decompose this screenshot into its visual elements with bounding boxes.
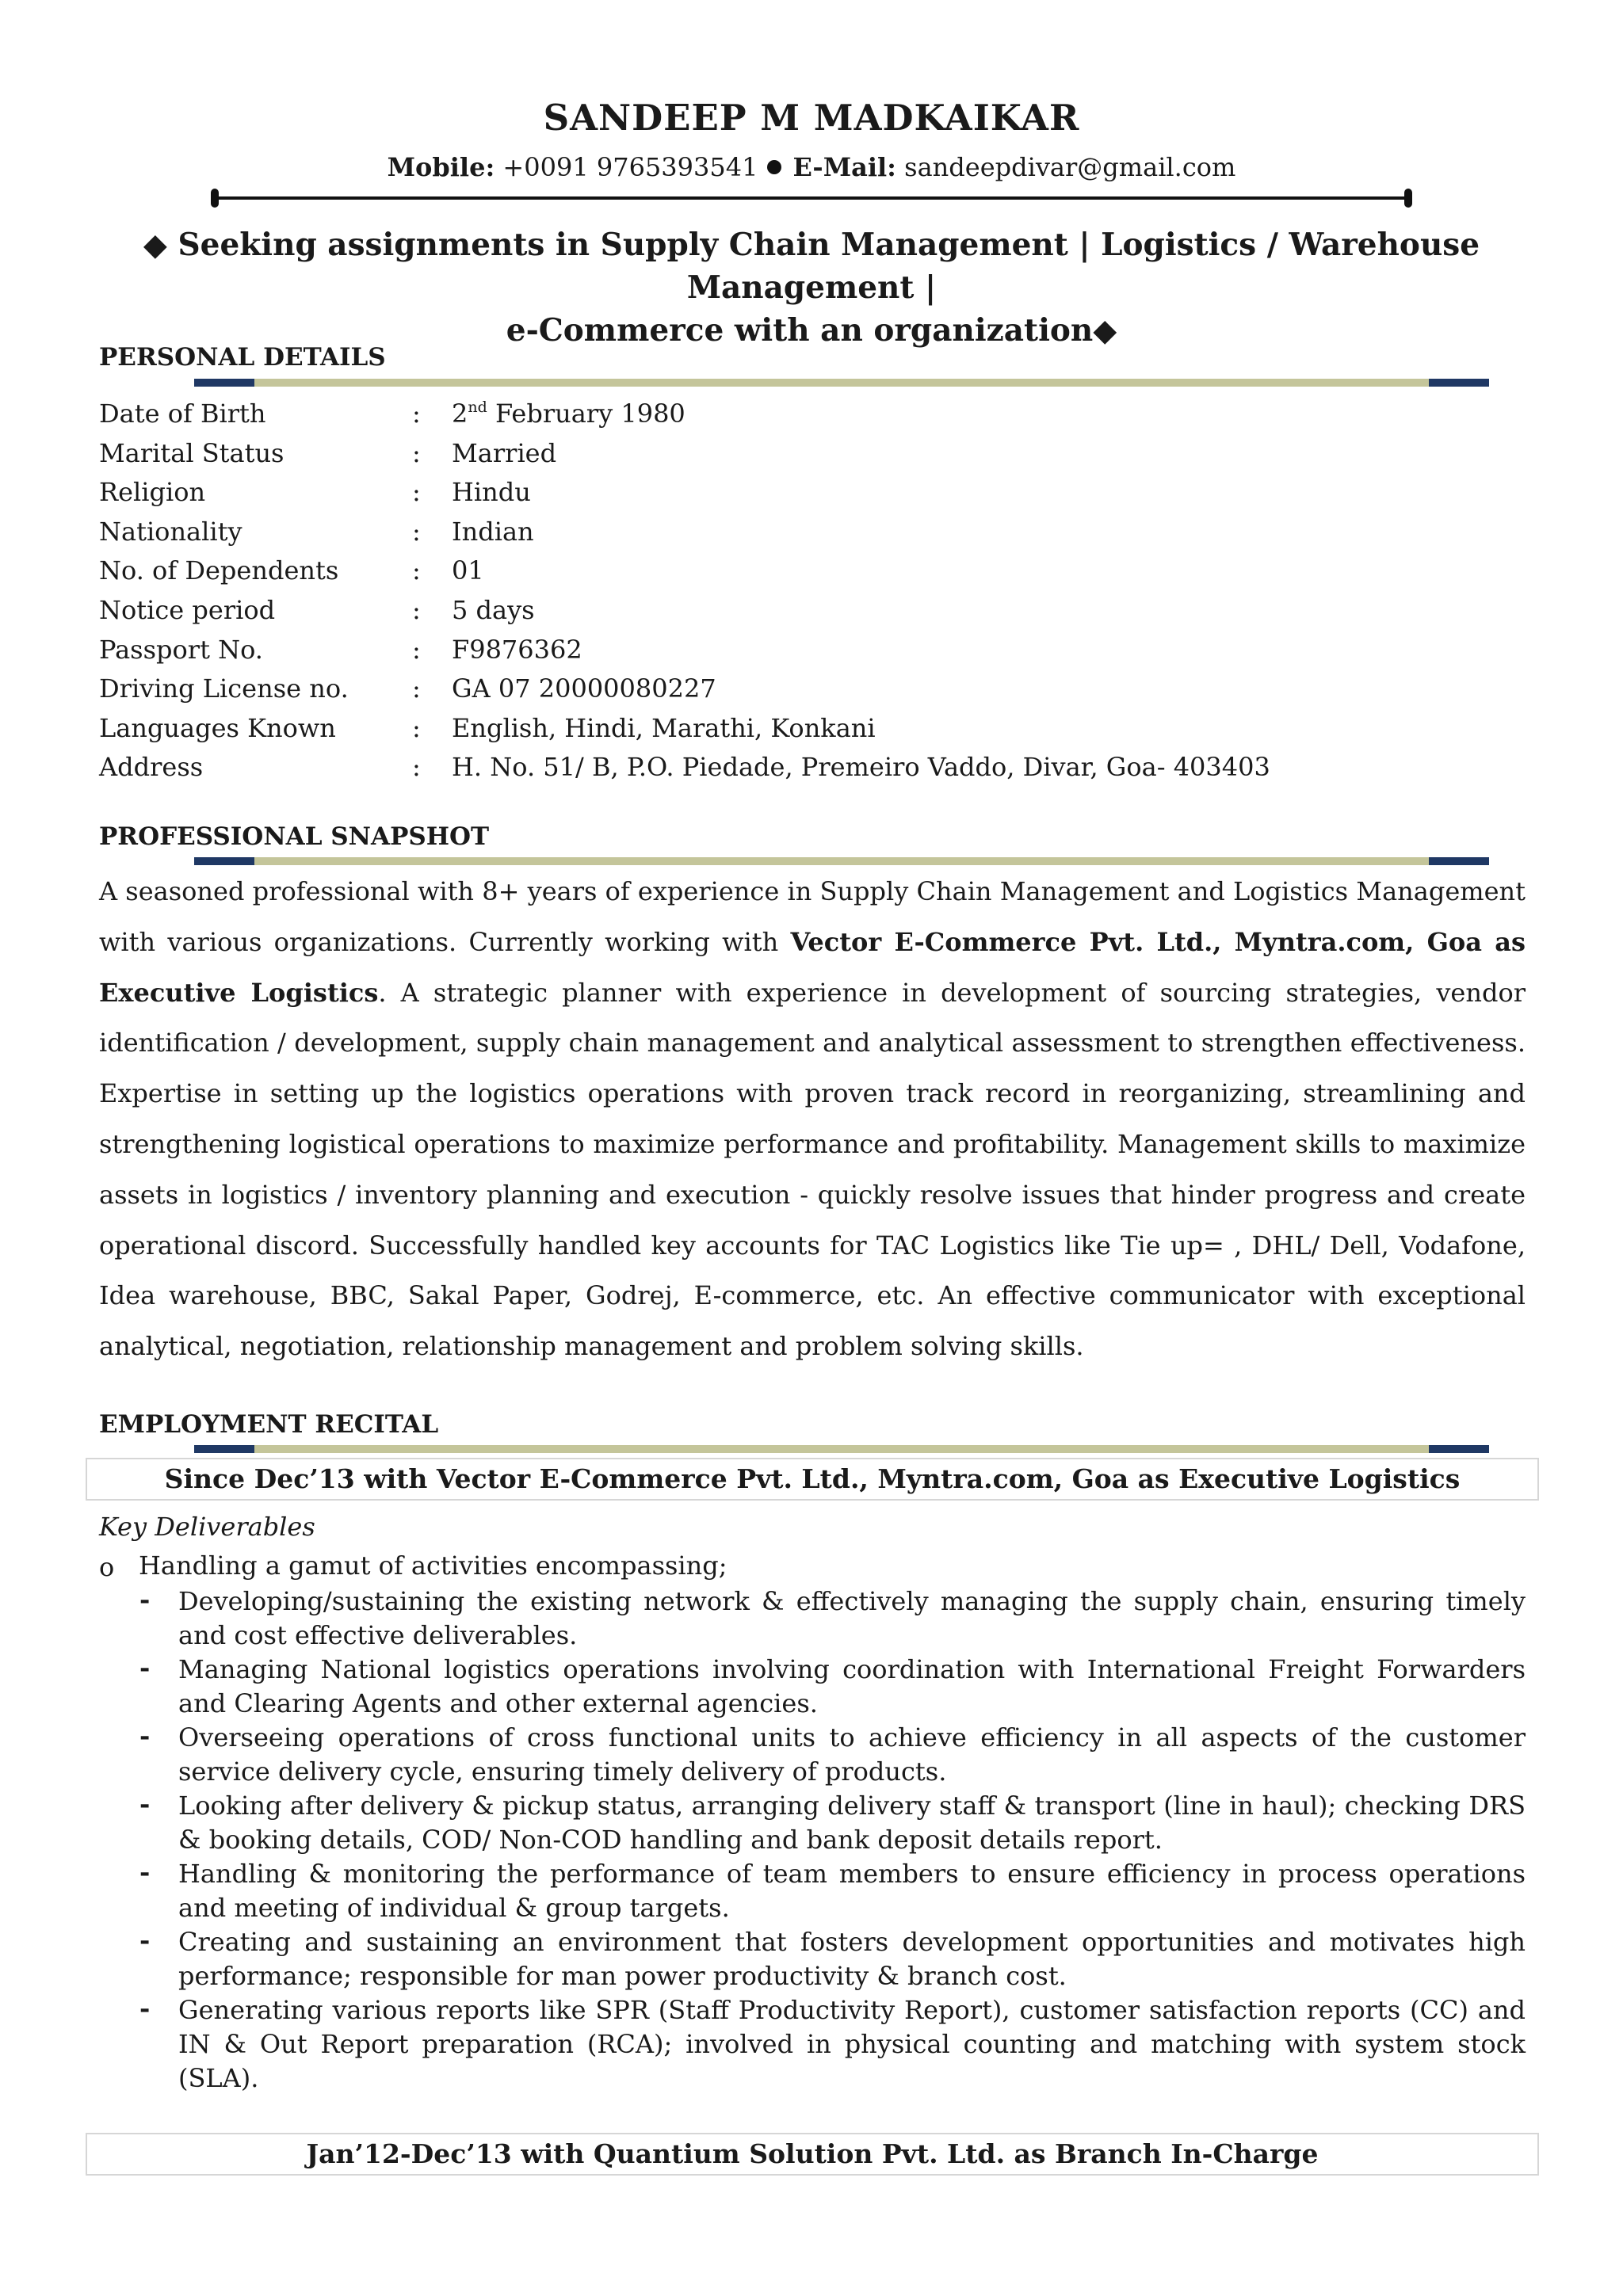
- detail-row: [99, 709, 1526, 749]
- detail-label: Address: [99, 752, 204, 783]
- personal-details-table: [99, 395, 1526, 788]
- list-item: - Looking after delivery & pickup status, arranging delivery staff & transport (line in haul); checking DRS & booking details, COD/ Non-COD handling and bank deposit details report.: [139, 1789, 1526, 1855]
- detail-label: Notice period: [99, 594, 276, 625]
- detail-label: No. of Dependents: [99, 555, 339, 586]
- detail-row: [99, 748, 1526, 788]
- detail-row: [99, 434, 1526, 474]
- email-label: E-Mail:: [792, 152, 896, 182]
- detail-label: Marital Status: [99, 437, 285, 468]
- detail-value: English, Hindi, Marathi, Konkani: [452, 712, 876, 743]
- detail-label: Languages Known: [99, 712, 336, 743]
- list-item: - Developing/sustaining the existing network & effectively managing the supply chain, ensuring timely and cost effective deliverables.: [139, 1585, 1526, 1650]
- deliverables-intro-text: Handling a gamut of activities encompassing;: [139, 1550, 727, 1581]
- detail-row: [99, 395, 1526, 434]
- detail-separator: :: [412, 594, 421, 625]
- key-deliverables-label: Key Deliverables: [99, 1512, 315, 1542]
- dash-bullet-icon: -: [139, 1653, 151, 1683]
- dash-bullet-icon: -: [139, 1857, 151, 1887]
- dash-bullet-icon: -: [139, 1789, 151, 1819]
- detail-separator: :: [412, 399, 421, 429]
- detail-row: [99, 669, 1526, 709]
- header-divider: [214, 196, 1409, 200]
- detail-label: Nationality: [99, 516, 242, 547]
- deliverables-list: [135, 1585, 1526, 2096]
- detail-value: Married: [452, 437, 557, 468]
- dash-bullet-icon: -: [139, 1993, 151, 2023]
- detail-separator: :: [412, 437, 421, 468]
- section-rule-personal: [194, 379, 1489, 387]
- detail-value: Indian: [452, 516, 534, 547]
- job-heading-previous: Jan’12-Dec’13 with Quantium Solution Pvt. Ltd. as Branch In-Charge: [86, 2133, 1539, 2176]
- section-title-personal: PERSONAL DETAILS: [99, 343, 386, 372]
- detail-row: [99, 513, 1526, 552]
- detail-label: Date of Birth: [99, 399, 266, 429]
- mobile-number: +0091 9765393541: [502, 152, 758, 182]
- detail-separator: :: [412, 516, 421, 547]
- detail-separator: :: [412, 712, 421, 743]
- detail-row: [99, 473, 1526, 513]
- career-objective: [87, 223, 1536, 352]
- detail-value: 5 days: [452, 594, 535, 625]
- detail-value: H. No. 51/ B, P.O. Piedade, Premeiro Vaddo, Divar, Goa- 403403: [452, 752, 1270, 783]
- candidate-name: SANDEEP M MADKAIKAR: [543, 97, 1080, 139]
- dash-bullet-icon: -: [139, 1925, 151, 1955]
- objective-line-2: e-Commerce with an organization◆: [506, 312, 1117, 349]
- email-address: sandeepdivar@gmail.com: [904, 152, 1236, 182]
- detail-separator: :: [412, 752, 421, 783]
- detail-row: [99, 631, 1526, 670]
- list-item: - Creating and sustaining an environment that fosters development opportunities and motivates high performance; responsible for man power productivity & branch cost.: [139, 1925, 1526, 1991]
- detail-label: Religion: [99, 477, 206, 508]
- section-rule-employment: [194, 1445, 1489, 1453]
- detail-value: F9876362: [452, 634, 582, 665]
- detail-row: [99, 551, 1526, 591]
- section-title-employment: EMPLOYMENT RECITAL: [99, 1410, 439, 1439]
- section-title-snapshot: PROFESSIONAL SNAPSHOT: [99, 822, 490, 851]
- list-item: - Handling & monitoring the performance of team members to ensure efficiency in process operations and meeting of individual & group targets.: [139, 1857, 1526, 1923]
- detail-separator: :: [412, 555, 421, 586]
- divider-cap-right-icon: [1404, 189, 1412, 208]
- contact-line: [0, 152, 1623, 182]
- list-item: - Generating various reports like SPR (Staff Productivity Report), customer satisfaction reports (CC) and IN & Out Report preparation (RCA); involved in physical counting and matching with system stock (SLA).: [139, 1993, 1526, 2093]
- list-item: - Managing National logistics operations involving coordination with International Freight Forwarders and Clearing Agents and other external agencies.: [139, 1653, 1526, 1718]
- list-item: - Overseeing operations of cross functional units to achieve efficiency in all aspects of the customer service delivery cycle, ensuring timely delivery of products.: [139, 1721, 1526, 1787]
- detail-value: GA 07 20000080227: [452, 673, 716, 704]
- current-employer-highlight: Vector E-Commerce Pvt. Ltd., Myntra.com, Goa as Executive Logistics: [99, 926, 1526, 1008]
- detail-value: 01: [452, 555, 484, 586]
- divider-cap-left-icon: [211, 189, 219, 208]
- mobile-label: Mobile:: [387, 152, 495, 182]
- dash-bullet-icon: -: [139, 1585, 151, 1615]
- detail-row: [99, 591, 1526, 631]
- detail-label: Driving License no.: [99, 673, 349, 704]
- dash-bullet-icon: -: [139, 1721, 151, 1751]
- detail-separator: :: [412, 477, 421, 508]
- detail-separator: :: [412, 673, 421, 704]
- job-heading-current: Since Dec’13 with Vector E-Commerce Pvt. Ltd., Myntra.com, Goa as Executive Logistics: [86, 1458, 1539, 1501]
- detail-label: Passport No.: [99, 634, 263, 665]
- objective-line-1: ◆ Seeking assignments in Supply Chain Management | Logistics / Warehouse Management |: [143, 227, 1480, 306]
- bullet-dot-icon: [767, 160, 781, 174]
- detail-value: Hindu: [452, 477, 531, 508]
- professional-snapshot-paragraph: A seasoned professional with 8+ years of experience in Supply Chain Management and Logistics Management with various organizations. Currently working with Vector E-Commerce Pvt. Ltd., Myntra.com, Goa as Executive Logistics. A strategic planner with experience in development of sourcing strategies, vendor identification / development, supply chain management and analytical assessment to strengthen effectiveness. Expertise in setting up the logistics operations with proven track record in reorganizing, streamlining and strengthening logistical operations to maximize performance and profitability. Management skills to maximize assets in logistics / inventory planning and execution - quickly resolve issues that hinder progress and create operational discord. Successfully handled key accounts for TAC Logistics like Tie up= , DHL/ Dell, Vodafone, Idea warehouse, BBC, Sakal Paper, Godrej, E-commerce, etc. An effective communicator with exceptional analytical, negotiation, relationship management and problem solving skills.: [99, 876, 1526, 1362]
- detail-separator: :: [412, 634, 421, 665]
- circle-bullet-icon: o: [99, 1552, 115, 1582]
- section-rule-snapshot: [194, 857, 1489, 865]
- detail-value: 2nd February 1980: [452, 399, 685, 429]
